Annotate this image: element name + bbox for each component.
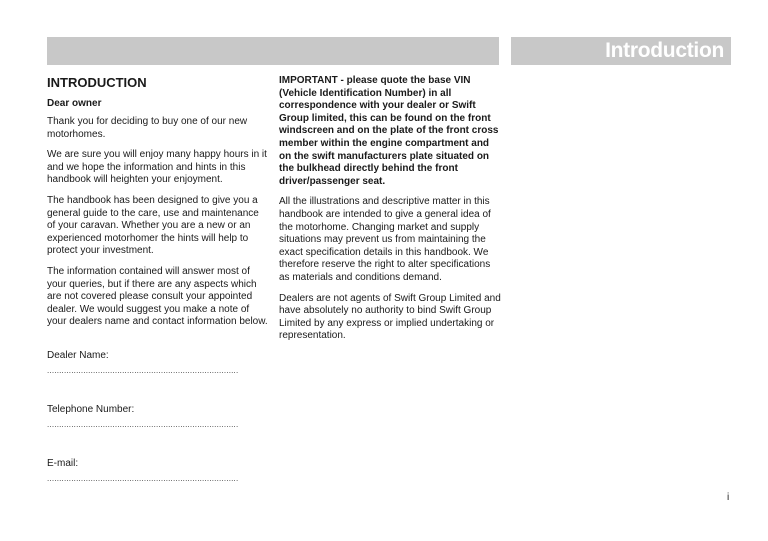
dealer-name-label: Dealer Name:	[47, 350, 109, 361]
greeting: Dear owner	[47, 98, 102, 109]
intro-paragraph-1: Thank you for deciding to buy one of our new motorhomes.	[47, 116, 248, 140]
dealer-name-field	[47, 350, 269, 404]
page-heading: INTRODUCTION	[47, 75, 147, 90]
email-label: E-mail:	[47, 458, 79, 469]
header-band-left	[47, 37, 499, 65]
intro-paragraph-2: We are sure you will enjoy many happy hours in it and we hope the information and hints in this handbook will heighten your enjoyment.	[47, 149, 267, 186]
disclaimer-paragraph-2: Dealers are not agents of Swift Group Limited and have absolutely no authority to bind Swift Group Limited by any express or implied undertaking or representation.	[279, 292, 501, 342]
email-line: ...............................................................................	[47, 474, 239, 483]
right-column	[279, 75, 503, 351]
telephone-label: Telephone Number:	[47, 404, 135, 415]
intro-paragraph-3: The handbook has been designed to give you a general guide to the care, use and maintenance of your caravan. Whether you are a new or an experienced motorhomer the hints will help to protect your investment.	[47, 194, 259, 257]
telephone-field	[47, 404, 269, 458]
telephone-line: ...............................................................................	[47, 420, 239, 429]
dealer-name-line: ...............................................................................	[47, 366, 239, 375]
important-vin-notice: IMPORTANT - please quote the base VIN (Vehicle Identification Number) in all correspondence with your dealer or Swift Group limited, this can be found on the front windscreen and on the plate of the front cross member within the engine compartment and on the swift manufacturers plate situated on the bulkhead directly behind the front driver/passenger seat.	[279, 75, 499, 187]
dealer-contact-fields	[47, 350, 269, 512]
left-column	[47, 75, 269, 337]
page-number: i	[727, 492, 730, 503]
email-field	[47, 458, 269, 512]
section-title: Introduction	[605, 39, 724, 62]
intro-paragraph-4: The information contained will answer most of your queries, but if there are any aspects which are not covered please consult your appointed dealer. We would suggest you make a note of your dealers name and contact information below.	[47, 265, 268, 328]
disclaimer-paragraph-1: All the illustrations and descriptive matter in this handbook are intended to give a general idea of the motorhome. Changing market and supply situations may prevent us from maintaining the exact specification details in this handbook. We therefore reserve the right to alter specifications as materials and conditions demand.	[279, 196, 491, 283]
